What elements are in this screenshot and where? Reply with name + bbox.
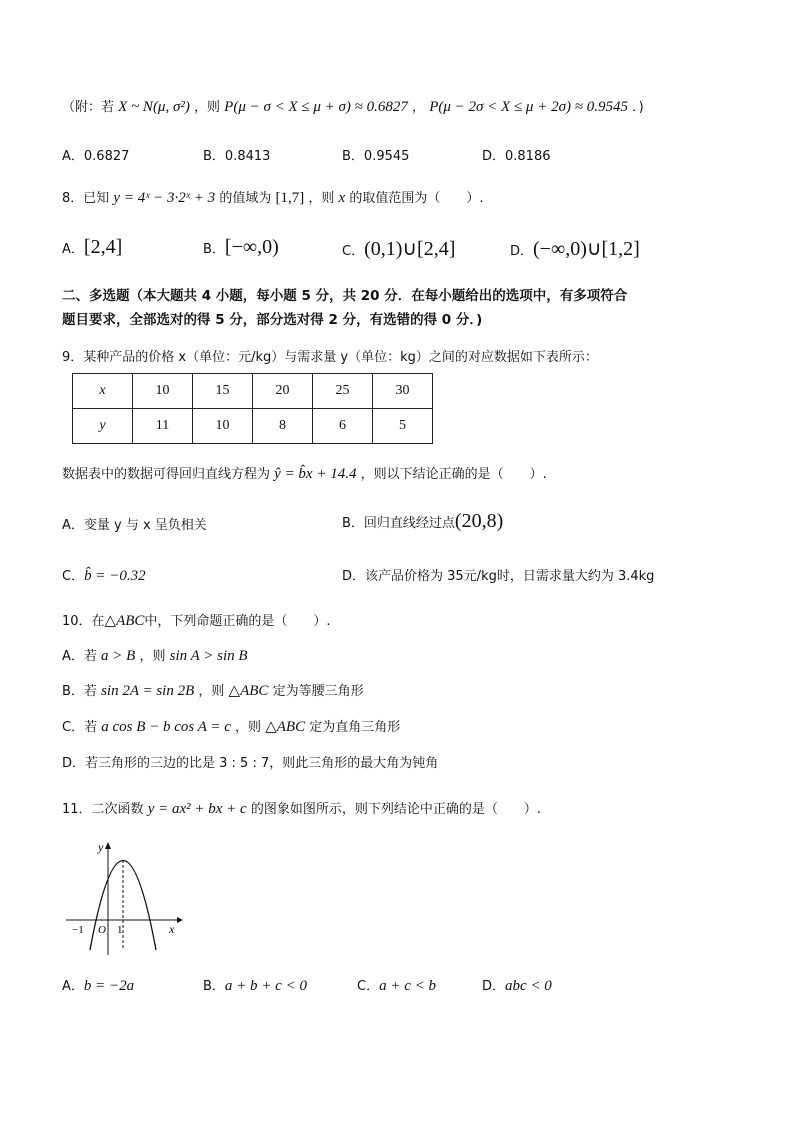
- note-mid: ，则: [194, 100, 221, 115]
- q11-stem: [62, 798, 541, 818]
- q8-option-b[interactable]: [203, 236, 279, 259]
- q10-option-a[interactable]: [62, 645, 248, 665]
- q9-option-a[interactable]: A．变量 y 与 x 呈负相关: [62, 518, 207, 533]
- q8-option-c-value: (0,1)∪[2,4]: [364, 238, 456, 260]
- section2-heading-line2: 题目要求，全部选对的得 5 分，部分选对得 2 分，有选错的得 0 分．): [62, 312, 483, 328]
- q8-formula: y = 4ˣ − 3·2ˣ + 3: [113, 190, 216, 206]
- q11-c-label: C．: [357, 979, 380, 994]
- q10-prefix: 10．在: [62, 614, 105, 629]
- table-cell: 10: [133, 374, 193, 409]
- x-axis-label: x: [169, 922, 175, 936]
- q8-option-c[interactable]: [342, 236, 455, 261]
- q11-d-formula: abc < 0: [505, 978, 552, 994]
- q9-after-suffix: ，则以下结论正确的是（ ）.: [360, 467, 547, 482]
- q10-a-cond: a > B: [101, 648, 136, 664]
- table-cell: 11: [133, 409, 193, 444]
- table-cell: 6: [313, 409, 373, 444]
- q11-b-formula: a + b + c < 0: [224, 978, 307, 994]
- table-cell: 10: [193, 409, 253, 444]
- q10-c-prefix: C．若: [62, 720, 98, 735]
- section2-heading-line1: 二、多选题（本大题共 4 小题，每小题 5 分，共 20 分．在每小题给出的选项中，有多项符合: [62, 288, 628, 304]
- q9-option-c-label: C．: [62, 569, 85, 584]
- table-cell: 25: [313, 374, 373, 409]
- q10-a-mid: ，则: [139, 649, 166, 664]
- one-label: 1: [117, 924, 123, 936]
- q10-a-result: sin A > sin B: [169, 648, 248, 664]
- neg-one-label: −1: [72, 924, 84, 936]
- q10-c-suffix: 定为直角三角形: [309, 720, 401, 735]
- q10-b-cond: sin 2A = sin 2B: [101, 683, 195, 699]
- q8-stem: [62, 187, 483, 207]
- note-math-2: P(μ − σ < X ≤ μ + σ) ≈ 0.6827: [224, 99, 408, 115]
- q10-b-triangle: △ABC: [228, 683, 269, 699]
- q9-option-c[interactable]: [62, 565, 146, 585]
- q10-b-prefix: B．若: [62, 684, 97, 699]
- q10-option-c[interactable]: [62, 716, 400, 736]
- table-cell: 8: [253, 409, 313, 444]
- q10-c-mid: ，则: [235, 720, 262, 735]
- q7-option-d[interactable]: D．0.8186: [482, 149, 551, 164]
- q11-option-c[interactable]: [357, 975, 436, 995]
- table-cell: 15: [193, 374, 253, 409]
- note-sep: ，: [412, 100, 426, 115]
- q11-a-formula: b = −2a: [83, 978, 135, 994]
- q8-range: [1,7]: [275, 190, 305, 206]
- note-suffix: ．): [632, 100, 644, 115]
- x-axis-arrow: [177, 917, 183, 923]
- q10-c-cond: a cos B − b cos A = c: [101, 719, 231, 735]
- q10-b-mid: ，则: [198, 684, 225, 699]
- q9-option-c-formula: b̂ = −0.32: [84, 568, 146, 584]
- q11-option-d[interactable]: [482, 975, 552, 995]
- q10-triangle: △ABC: [104, 613, 145, 629]
- q10-c-triangle: △ABC: [265, 719, 306, 735]
- q11-a-label: A．: [62, 979, 84, 994]
- origin-label: O: [98, 924, 106, 936]
- q7-option-c[interactable]: B．0.9545: [342, 149, 410, 164]
- table-row-y: [73, 409, 433, 444]
- q10-option-b[interactable]: [62, 680, 364, 700]
- q11-c-formula: a + c < b: [379, 978, 436, 994]
- q9-option-d[interactable]: D．该产品价格为 35元/kg时，日需求量大约为 3.4kg: [342, 569, 655, 584]
- q11-option-b[interactable]: [203, 975, 307, 995]
- y-axis-label: y: [98, 840, 104, 854]
- note-math-1: X ~ N(μ, σ²): [118, 99, 190, 115]
- q9-regression-formula: ŷ = b̂x + 14.4: [274, 466, 357, 482]
- table-row-x: [73, 374, 433, 409]
- table-cell-y-header: y: [73, 409, 133, 444]
- price-demand-table: [72, 373, 433, 444]
- q8-mid2: ，则: [308, 191, 335, 206]
- q8-option-a-label: A．: [62, 242, 84, 257]
- q11-b-label: B．: [203, 979, 225, 994]
- q8-option-a-value: [2,4]: [83, 236, 123, 258]
- q10-suffix: 中，下列命题正确的是（ ）.: [144, 614, 331, 629]
- q8-option-b-label: B．: [203, 242, 225, 257]
- q9-option-b-text: B．回归直线经过点: [342, 516, 455, 531]
- q8-option-b-value: [−∞,0): [224, 236, 279, 258]
- q11-prefix: 11．二次函数: [62, 802, 144, 817]
- q11-formula: y = ax² + bx + c: [147, 801, 247, 817]
- note-prefix: （附：若: [62, 100, 115, 115]
- q9-followup: [62, 463, 547, 483]
- y-axis-arrow: [105, 842, 111, 849]
- q8-option-d-value: (−∞,0)∪[1,2]: [533, 238, 640, 260]
- q8-suffix: 的取值范围为（ ）.: [349, 191, 484, 206]
- q7-option-a[interactable]: A．0.6827: [62, 149, 130, 164]
- q11-suffix: 的图象如图所示，则下列结论中正确的是（ ）.: [250, 802, 541, 817]
- q11-option-a[interactable]: [62, 975, 134, 995]
- q8-var: x: [338, 190, 346, 206]
- q9-option-b-point: (20,8): [454, 510, 504, 532]
- q8-option-d-label: D．: [510, 244, 534, 259]
- q10-a-prefix: A．若: [62, 649, 97, 664]
- q9-option-b[interactable]: [342, 510, 503, 533]
- q8-option-a[interactable]: [62, 236, 122, 259]
- q9-stem: 9．某种产品的价格 x（单位：元/kg）与需求量 y（单位：kg）之间的对应数据如下表所示：: [62, 350, 598, 365]
- q10-stem: [62, 610, 331, 630]
- table-cell: 5: [373, 409, 433, 444]
- table-cell: 30: [373, 374, 433, 409]
- q11-d-label: D．: [482, 979, 506, 994]
- q9-after-prefix: 数据表中的数据可得回归直线方程为: [62, 467, 271, 482]
- normal-dist-note: [62, 96, 644, 116]
- q8-option-c-label: C．: [342, 244, 365, 259]
- table-cell-x-header: x: [73, 374, 133, 409]
- q10-option-d[interactable]: D．若三角形的三边的比是 3 : 5 : 7，则此三角形的最大角为钝角: [62, 756, 439, 771]
- note-math-3: P(μ − 2σ < X ≤ μ + 2σ) ≈ 0.9545: [429, 99, 628, 115]
- q10-b-suffix: 定为等腰三角形: [272, 684, 364, 699]
- table-cell: 20: [253, 374, 313, 409]
- q8-mid: 的值域为: [219, 191, 272, 206]
- q8-option-d[interactable]: [510, 236, 640, 261]
- parabola-graph: [62, 835, 187, 960]
- q7-option-b[interactable]: B．0.8413: [203, 149, 271, 164]
- q8-prefix: 8．已知: [62, 191, 110, 206]
